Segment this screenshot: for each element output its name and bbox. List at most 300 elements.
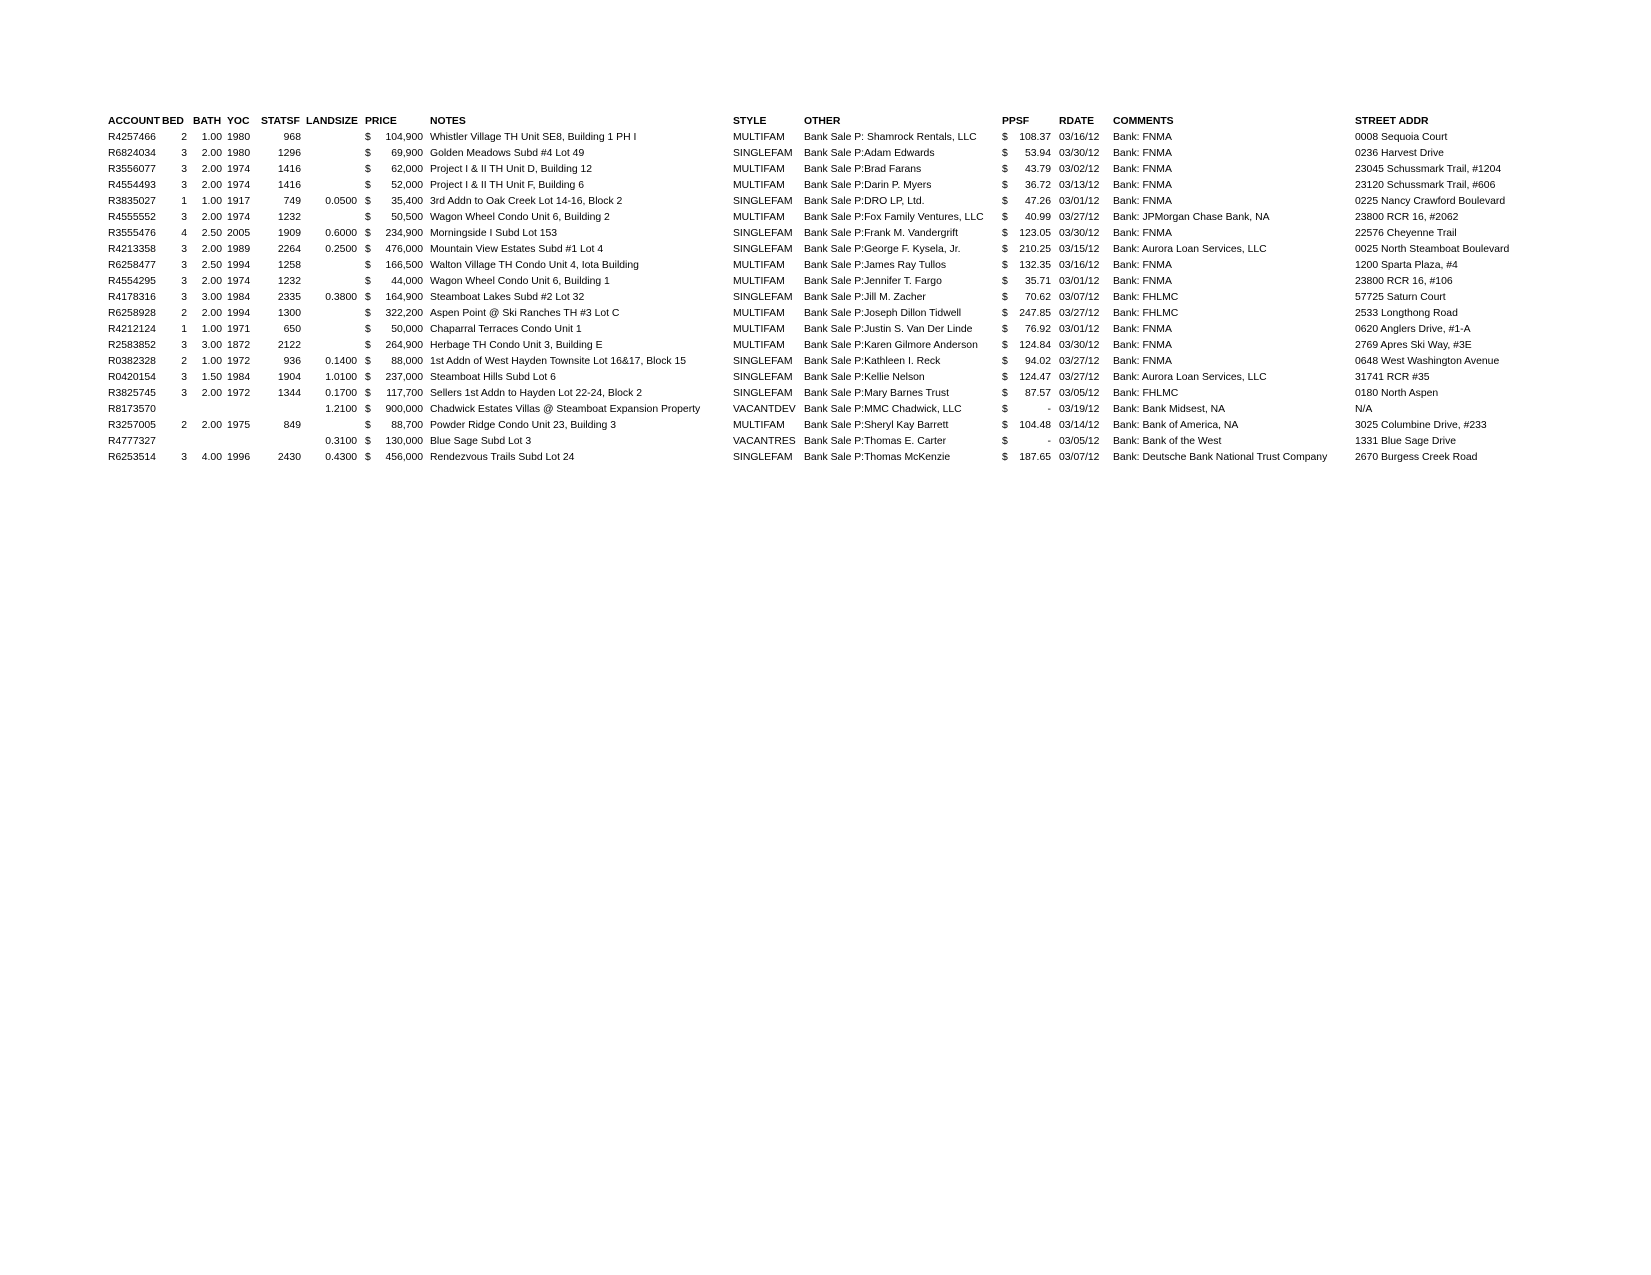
landsize-cell: 1.0100 bbox=[325, 372, 357, 383]
ppsf-cell: 53.94 bbox=[1024, 148, 1051, 159]
notes-cell: Walton Village TH Condo Unit 4, Iota Building bbox=[430, 260, 639, 271]
rdate-cell: 03/02/12 bbox=[1059, 164, 1100, 175]
comments-cell: Bank: FNMA bbox=[1113, 196, 1172, 207]
landsize-cell: 0.3800 bbox=[325, 292, 357, 303]
other-cell: Bank Sale P:Joseph Dillon Tidwell bbox=[804, 308, 962, 319]
style-cell: MULTIFAM bbox=[733, 324, 785, 335]
notes-cell: Project I & II TH Unit D, Building 12 bbox=[430, 164, 593, 175]
statsf-cell: 2264 bbox=[277, 244, 301, 255]
other-cell: Bank Sale P: Shamrock Rentals, LLC bbox=[804, 132, 977, 143]
other-cell: Bank Sale P:James Ray Tullos bbox=[804, 260, 947, 271]
rdate-cell: 03/27/12 bbox=[1059, 372, 1100, 383]
table-row bbox=[0, 258, 1651, 274]
bath-cell: 2.00 bbox=[201, 148, 222, 159]
notes-cell: Sellers 1st Addn to Hayden Lot 22-24, Block 2 bbox=[430, 388, 642, 399]
price-cell: 104,900 bbox=[385, 132, 423, 143]
header-notes: NOTES bbox=[430, 116, 466, 127]
yoc-cell: 1974 bbox=[227, 180, 251, 191]
price-cell: 52,000 bbox=[391, 180, 423, 191]
account-cell: R3555476 bbox=[108, 228, 156, 239]
rdate-cell: 03/27/12 bbox=[1059, 356, 1100, 367]
price-cell: 264,900 bbox=[385, 340, 423, 351]
bath-cell: 2.00 bbox=[201, 388, 222, 399]
other-cell: Bank Sale P:Karen Gilmore Anderson bbox=[804, 340, 978, 351]
comments-cell: Bank: FNMA bbox=[1113, 340, 1172, 351]
comments-cell: Bank: Aurora Loan Services, LLC bbox=[1113, 372, 1267, 383]
price-cell: 44,000 bbox=[391, 276, 423, 287]
style-cell: SINGLEFAM bbox=[733, 388, 793, 399]
statsf-cell: 968 bbox=[283, 132, 301, 143]
comments-cell: Bank: Bank of the West bbox=[1113, 436, 1222, 447]
account-cell: R3556077 bbox=[108, 164, 156, 175]
ppsf-cell: 108.37 bbox=[1019, 132, 1051, 143]
table-row bbox=[0, 242, 1651, 258]
ppsf-currency-cell: $ bbox=[1002, 212, 1008, 223]
other-cell: Bank Sale P:DRO LP, Ltd. bbox=[804, 196, 925, 207]
street-addr-cell: 31741 RCR #35 bbox=[1355, 372, 1430, 383]
table-row bbox=[0, 162, 1651, 178]
street-addr-cell: 0025 North Steamboat Boulevard bbox=[1355, 244, 1510, 255]
bath-cell: 3.00 bbox=[201, 340, 222, 351]
bed-cell: 3 bbox=[181, 212, 187, 223]
street-addr-cell: 23800 RCR 16, #2062 bbox=[1355, 212, 1459, 223]
street-addr-cell: 2670 Burgess Creek Road bbox=[1355, 452, 1478, 463]
notes-cell: Powder Ridge Condo Unit 23, Building 3 bbox=[430, 420, 616, 431]
ppsf-currency-cell: $ bbox=[1002, 356, 1008, 367]
ppsf-cell: 132.35 bbox=[1019, 260, 1051, 271]
account-cell: R3825745 bbox=[108, 388, 156, 399]
bed-cell: 3 bbox=[181, 148, 187, 159]
price-currency-cell: $ bbox=[365, 244, 371, 255]
ppsf-currency-cell: $ bbox=[1002, 276, 1008, 287]
street-addr-cell: N/A bbox=[1355, 404, 1373, 415]
rdate-cell: 03/15/12 bbox=[1059, 244, 1100, 255]
landsize-cell: 0.1700 bbox=[325, 388, 357, 399]
price-cell: 88,700 bbox=[391, 420, 423, 431]
price-cell: 130,000 bbox=[385, 436, 423, 447]
notes-cell: 3rd Addn to Oak Creek Lot 14-16, Block 2 bbox=[430, 196, 623, 207]
ppsf-currency-cell: $ bbox=[1002, 436, 1008, 447]
header-statsf: STATSF bbox=[261, 116, 300, 127]
spreadsheet-table bbox=[0, 114, 1651, 466]
account-cell: R3835027 bbox=[108, 196, 156, 207]
table-row bbox=[0, 210, 1651, 226]
style-cell: SINGLEFAM bbox=[733, 452, 793, 463]
account-cell: R4257466 bbox=[108, 132, 156, 143]
other-cell: Bank Sale P:Kellie Nelson bbox=[804, 372, 925, 383]
table-body bbox=[0, 130, 1651, 466]
yoc-cell: 2005 bbox=[227, 228, 251, 239]
statsf-cell: 1344 bbox=[277, 388, 301, 399]
price-currency-cell: $ bbox=[365, 356, 371, 367]
yoc-cell: 1980 bbox=[227, 148, 251, 159]
price-currency-cell: $ bbox=[365, 324, 371, 335]
header-bath: BATH bbox=[193, 116, 222, 127]
style-cell: MULTIFAM bbox=[733, 180, 785, 191]
ppsf-cell: - bbox=[1047, 404, 1051, 415]
ppsf-currency-cell: $ bbox=[1002, 244, 1008, 255]
table-row bbox=[0, 130, 1651, 146]
ppsf-cell: 76.92 bbox=[1024, 324, 1051, 335]
statsf-cell: 936 bbox=[283, 356, 301, 367]
style-cell: MULTIFAM bbox=[733, 164, 785, 175]
notes-cell: Wagon Wheel Condo Unit 6, Building 2 bbox=[430, 212, 610, 223]
street-addr-cell: 23045 Schussmark Trail, #1204 bbox=[1355, 164, 1502, 175]
bath-cell: 1.00 bbox=[201, 196, 222, 207]
bed-cell: 3 bbox=[181, 164, 187, 175]
rdate-cell: 03/16/12 bbox=[1059, 260, 1100, 271]
price-currency-cell: $ bbox=[365, 372, 371, 383]
table-row bbox=[0, 146, 1651, 162]
header-street-addr: STREET ADDR bbox=[1355, 116, 1429, 127]
ppsf-cell: 94.02 bbox=[1024, 356, 1051, 367]
street-addr-cell: 0620 Anglers Drive, #1-A bbox=[1355, 324, 1471, 335]
price-cell: 117,700 bbox=[386, 388, 423, 399]
bed-cell: 3 bbox=[181, 340, 187, 351]
ppsf-currency-cell: $ bbox=[1002, 420, 1008, 431]
header-price: PRICE bbox=[365, 116, 397, 127]
other-cell: Bank Sale P:MMC Chadwick, LLC bbox=[804, 404, 962, 415]
rdate-cell: 03/07/12 bbox=[1059, 292, 1100, 303]
header-ppsf: PPSF bbox=[1002, 116, 1030, 127]
notes-cell: Steamboat Hills Subd Lot 6 bbox=[430, 372, 556, 383]
table-row bbox=[0, 386, 1651, 402]
price-cell: 234,900 bbox=[385, 228, 423, 239]
account-cell: R4213358 bbox=[108, 244, 156, 255]
statsf-cell: 1258 bbox=[277, 260, 301, 271]
table-row bbox=[0, 370, 1651, 386]
style-cell: VACANTDEV bbox=[733, 404, 796, 415]
yoc-cell: 1980 bbox=[227, 132, 251, 143]
other-cell: Bank Sale P:Sheryl Kay Barrett bbox=[804, 420, 949, 431]
account-cell: R0420154 bbox=[108, 372, 156, 383]
ppsf-cell: 35.71 bbox=[1024, 276, 1051, 287]
ppsf-currency-cell: $ bbox=[1002, 340, 1008, 351]
price-currency-cell: $ bbox=[365, 148, 371, 159]
account-cell: R4178316 bbox=[108, 292, 156, 303]
statsf-cell: 1904 bbox=[277, 372, 301, 383]
street-addr-cell: 3025 Columbine Drive, #233 bbox=[1355, 420, 1487, 431]
statsf-cell: 1909 bbox=[277, 228, 301, 239]
bath-cell: 1.00 bbox=[201, 324, 222, 335]
rdate-cell: 03/01/12 bbox=[1059, 276, 1100, 287]
price-cell: 50,000 bbox=[391, 324, 423, 335]
price-currency-cell: $ bbox=[365, 308, 371, 319]
comments-cell: Bank: FHLMC bbox=[1113, 292, 1179, 303]
notes-cell: Chaparral Terraces Condo Unit 1 bbox=[430, 324, 582, 335]
table-row bbox=[0, 322, 1651, 338]
style-cell: MULTIFAM bbox=[733, 276, 785, 287]
statsf-cell: 2335 bbox=[277, 292, 301, 303]
ppsf-cell: 124.47 bbox=[1019, 372, 1051, 383]
statsf-cell: 2430 bbox=[277, 452, 301, 463]
style-cell: MULTIFAM bbox=[733, 260, 785, 271]
ppsf-currency-cell: $ bbox=[1002, 164, 1008, 175]
style-cell: SINGLEFAM bbox=[733, 148, 793, 159]
notes-cell: Mountain View Estates Subd #1 Lot 4 bbox=[430, 244, 604, 255]
notes-cell: Morningside I Subd Lot 153 bbox=[430, 228, 558, 239]
street-addr-cell: 2533 Longthong Road bbox=[1355, 308, 1458, 319]
ppsf-currency-cell: $ bbox=[1002, 132, 1008, 143]
street-addr-cell: 2769 Apres Ski Way, #3E bbox=[1355, 340, 1472, 351]
yoc-cell: 1972 bbox=[227, 388, 251, 399]
statsf-cell: 2122 bbox=[277, 340, 301, 351]
price-currency-cell: $ bbox=[365, 260, 371, 271]
price-cell: 88,000 bbox=[391, 356, 423, 367]
price-cell: 62,000 bbox=[391, 164, 423, 175]
ppsf-cell: 43.79 bbox=[1024, 164, 1051, 175]
account-cell: R4554493 bbox=[108, 180, 156, 191]
comments-cell: Bank: FNMA bbox=[1113, 132, 1172, 143]
style-cell: MULTIFAM bbox=[733, 308, 785, 319]
street-addr-cell: 1200 Sparta Plaza, #4 bbox=[1355, 260, 1458, 271]
ppsf-cell: 36.72 bbox=[1024, 180, 1051, 191]
statsf-cell: 1416 bbox=[277, 180, 301, 191]
style-cell: SINGLEFAM bbox=[733, 244, 793, 255]
yoc-cell: 1972 bbox=[227, 356, 251, 367]
price-currency-cell: $ bbox=[365, 420, 371, 431]
table-row bbox=[0, 450, 1651, 466]
rdate-cell: 03/16/12 bbox=[1059, 132, 1100, 143]
yoc-cell: 1989 bbox=[227, 244, 251, 255]
table-row bbox=[0, 402, 1651, 418]
other-cell: Bank Sale P:Thomas McKenzie bbox=[804, 452, 951, 463]
header-row bbox=[0, 114, 1651, 130]
notes-cell: Golden Meadows Subd #4 Lot 49 bbox=[430, 148, 585, 159]
bed-cell: 4 bbox=[181, 228, 187, 239]
table-row bbox=[0, 178, 1651, 194]
bed-cell: 3 bbox=[181, 180, 187, 191]
bath-cell: 4.00 bbox=[201, 452, 222, 463]
rdate-cell: 03/05/12 bbox=[1059, 388, 1100, 399]
other-cell: Bank Sale P:Darin P. Myers bbox=[804, 180, 932, 191]
bath-cell: 2.00 bbox=[201, 180, 222, 191]
bath-cell: 2.00 bbox=[201, 212, 222, 223]
notes-cell: Steamboat Lakes Subd #2 Lot 32 bbox=[430, 292, 585, 303]
landsize-cell: 0.4300 bbox=[325, 452, 357, 463]
notes-cell: Wagon Wheel Condo Unit 6, Building 1 bbox=[430, 276, 610, 287]
street-addr-cell: 1331 Blue Sage Drive bbox=[1355, 436, 1457, 447]
header-yoc: YOC bbox=[227, 116, 250, 127]
header-comments: COMMENTS bbox=[1113, 116, 1174, 127]
ppsf-cell: 47.26 bbox=[1024, 196, 1051, 207]
rdate-cell: 03/14/12 bbox=[1059, 420, 1100, 431]
notes-cell: Aspen Point @ Ski Ranches TH #3 Lot C bbox=[430, 308, 620, 319]
landsize-cell: 0.1400 bbox=[325, 356, 357, 367]
price-currency-cell: $ bbox=[365, 196, 371, 207]
ppsf-currency-cell: $ bbox=[1002, 452, 1008, 463]
style-cell: MULTIFAM bbox=[733, 132, 785, 143]
notes-cell: Chadwick Estates Villas @ Steamboat Expansion Property bbox=[430, 404, 701, 415]
style-cell: SINGLEFAM bbox=[733, 356, 793, 367]
price-cell: 322,200 bbox=[385, 308, 423, 319]
price-cell: 476,000 bbox=[385, 244, 423, 255]
account-cell: R6824034 bbox=[108, 148, 156, 159]
bath-cell: 3.00 bbox=[201, 292, 222, 303]
comments-cell: Bank: FHLMC bbox=[1113, 388, 1179, 399]
price-currency-cell: $ bbox=[365, 292, 371, 303]
street-addr-cell: 22576 Cheyenne Trail bbox=[1355, 228, 1457, 239]
rdate-cell: 03/13/12 bbox=[1059, 180, 1100, 191]
ppsf-cell: 124.84 bbox=[1019, 340, 1051, 351]
notes-cell: Whistler Village TH Unit SE8, Building 1 PH I bbox=[430, 132, 637, 143]
price-currency-cell: $ bbox=[365, 180, 371, 191]
other-cell: Bank Sale P:Adam Edwards bbox=[804, 148, 935, 159]
bath-cell: 2.00 bbox=[201, 164, 222, 175]
landsize-cell: 0.0500 bbox=[325, 196, 357, 207]
bath-cell: 1.00 bbox=[201, 132, 222, 143]
yoc-cell: 1994 bbox=[227, 260, 251, 271]
ppsf-cell: 123.05 bbox=[1019, 228, 1051, 239]
ppsf-cell: 104.48 bbox=[1019, 420, 1051, 431]
bed-cell: 1 bbox=[181, 324, 187, 335]
account-cell: R4554295 bbox=[108, 276, 156, 287]
comments-cell: Bank: Bank Midsest, NA bbox=[1113, 404, 1226, 415]
table-row bbox=[0, 290, 1651, 306]
other-cell: Bank Sale P:Jennifer T. Fargo bbox=[804, 276, 942, 287]
notes-cell: Rendezvous Trails Subd Lot 24 bbox=[430, 452, 575, 463]
other-cell: Bank Sale P:Brad Farans bbox=[804, 164, 922, 175]
account-cell: R2583852 bbox=[108, 340, 156, 351]
landsize-cell: 0.2500 bbox=[325, 244, 357, 255]
price-cell: 69,900 bbox=[391, 148, 423, 159]
account-cell: R4555552 bbox=[108, 212, 156, 223]
bed-cell: 3 bbox=[181, 372, 187, 383]
account-cell: R4212124 bbox=[108, 324, 156, 335]
bed-cell: 2 bbox=[181, 420, 187, 431]
header-account: ACCOUNT bbox=[108, 116, 160, 127]
bath-cell: 1.00 bbox=[201, 356, 222, 367]
header-bed: BED bbox=[162, 116, 184, 127]
ppsf-currency-cell: $ bbox=[1002, 388, 1008, 399]
header-landsize: LANDSIZE bbox=[306, 116, 358, 127]
table-row bbox=[0, 338, 1651, 354]
style-cell: MULTIFAM bbox=[733, 212, 785, 223]
ppsf-currency-cell: $ bbox=[1002, 292, 1008, 303]
comments-cell: Bank: FHLMC bbox=[1113, 308, 1179, 319]
rdate-cell: 03/27/12 bbox=[1059, 212, 1100, 223]
bath-cell: 2.00 bbox=[201, 244, 222, 255]
other-cell: Bank Sale P:Justin S. Van Der Linde bbox=[804, 324, 973, 335]
ppsf-currency-cell: $ bbox=[1002, 404, 1008, 415]
yoc-cell: 1996 bbox=[227, 452, 251, 463]
style-cell: SINGLEFAM bbox=[733, 372, 793, 383]
account-cell: R0382328 bbox=[108, 356, 156, 367]
notes-cell: Project I & II TH Unit F, Building 6 bbox=[430, 180, 584, 191]
yoc-cell: 1974 bbox=[227, 164, 251, 175]
rdate-cell: 03/01/12 bbox=[1059, 196, 1100, 207]
statsf-cell: 849 bbox=[283, 420, 301, 431]
other-cell: Bank Sale P:Thomas E. Carter bbox=[804, 436, 947, 447]
rdate-cell: 03/19/12 bbox=[1059, 404, 1100, 415]
street-addr-cell: 57725 Saturn Court bbox=[1355, 292, 1446, 303]
price-cell: 35,400 bbox=[391, 196, 423, 207]
price-currency-cell: $ bbox=[365, 228, 371, 239]
comments-cell: Bank: FNMA bbox=[1113, 228, 1172, 239]
style-cell: VACANTRES bbox=[733, 436, 796, 447]
other-cell: Bank Sale P:Fox Family Ventures, LLC bbox=[804, 212, 984, 223]
street-addr-cell: 0008 Sequoia Court bbox=[1355, 132, 1448, 143]
rdate-cell: 03/01/12 bbox=[1059, 324, 1100, 335]
yoc-cell: 1984 bbox=[227, 292, 251, 303]
account-cell: R4777327 bbox=[108, 436, 156, 447]
bed-cell: 3 bbox=[181, 388, 187, 399]
rdate-cell: 03/07/12 bbox=[1059, 452, 1100, 463]
price-currency-cell: $ bbox=[365, 404, 371, 415]
price-cell: 164,900 bbox=[385, 292, 423, 303]
statsf-cell: 1296 bbox=[277, 148, 301, 159]
statsf-cell: 749 bbox=[283, 196, 301, 207]
street-addr-cell: 23120 Schussmark Trail, #606 bbox=[1355, 180, 1496, 191]
price-currency-cell: $ bbox=[365, 340, 371, 351]
table-row bbox=[0, 274, 1651, 290]
price-currency-cell: $ bbox=[365, 276, 371, 287]
bath-cell: 2.50 bbox=[201, 260, 222, 271]
bath-cell: 2.00 bbox=[201, 420, 222, 431]
rdate-cell: 03/27/12 bbox=[1059, 308, 1100, 319]
ppsf-currency-cell: $ bbox=[1002, 260, 1008, 271]
notes-cell: 1st Addn of West Hayden Townsite Lot 16&17, Block 15 bbox=[430, 356, 687, 367]
rdate-cell: 03/05/12 bbox=[1059, 436, 1100, 447]
bed-cell: 1 bbox=[181, 196, 187, 207]
bath-cell: 2.50 bbox=[201, 228, 222, 239]
yoc-cell: 1872 bbox=[227, 340, 251, 351]
price-cell: 50,500 bbox=[391, 212, 423, 223]
bath-cell: 2.00 bbox=[201, 308, 222, 319]
ppsf-cell: 40.99 bbox=[1024, 212, 1051, 223]
other-cell: Bank Sale P:Jill M. Zacher bbox=[804, 292, 926, 303]
account-cell: R6258928 bbox=[108, 308, 156, 319]
comments-cell: Bank: JPMorgan Chase Bank, NA bbox=[1113, 212, 1270, 223]
price-currency-cell: $ bbox=[365, 452, 371, 463]
landsize-cell: 0.3100 bbox=[325, 436, 357, 447]
price-cell: 456,000 bbox=[385, 452, 423, 463]
other-cell: Bank Sale P:Mary Barnes Trust bbox=[804, 388, 949, 399]
yoc-cell: 1974 bbox=[227, 212, 251, 223]
ppsf-currency-cell: $ bbox=[1002, 148, 1008, 159]
ppsf-currency-cell: $ bbox=[1002, 228, 1008, 239]
price-cell: 237,000 bbox=[385, 372, 423, 383]
yoc-cell: 1994 bbox=[227, 308, 251, 319]
yoc-cell: 1984 bbox=[227, 372, 251, 383]
landsize-cell: 1.2100 bbox=[325, 404, 357, 415]
bed-cell: 3 bbox=[181, 276, 187, 287]
other-cell: Bank Sale P:George F. Kysela, Jr. bbox=[804, 244, 961, 255]
table-row bbox=[0, 306, 1651, 322]
bed-cell: 2 bbox=[181, 132, 187, 143]
ppsf-cell: 247.85 bbox=[1019, 308, 1051, 319]
style-cell: SINGLEFAM bbox=[733, 196, 793, 207]
account-cell: R8173570 bbox=[108, 404, 156, 415]
statsf-cell: 1232 bbox=[277, 212, 301, 223]
comments-cell: Bank: FNMA bbox=[1113, 148, 1172, 159]
comments-cell: Bank: FNMA bbox=[1113, 260, 1172, 271]
style-cell: SINGLEFAM bbox=[733, 292, 793, 303]
table-row bbox=[0, 434, 1651, 450]
comments-cell: Bank: Deutsche Bank National Trust Company bbox=[1113, 452, 1328, 463]
account-cell: R6253514 bbox=[108, 452, 156, 463]
statsf-cell: 650 bbox=[283, 324, 301, 335]
price-currency-cell: $ bbox=[365, 436, 371, 447]
style-cell: SINGLEFAM bbox=[733, 228, 793, 239]
price-currency-cell: $ bbox=[365, 132, 371, 143]
header-style: STYLE bbox=[733, 116, 767, 127]
price-cell: 900,000 bbox=[385, 404, 423, 415]
ppsf-cell: 187.65 bbox=[1019, 452, 1051, 463]
table-row bbox=[0, 354, 1651, 370]
rdate-cell: 03/30/12 bbox=[1059, 228, 1100, 239]
statsf-cell: 1232 bbox=[277, 276, 301, 287]
